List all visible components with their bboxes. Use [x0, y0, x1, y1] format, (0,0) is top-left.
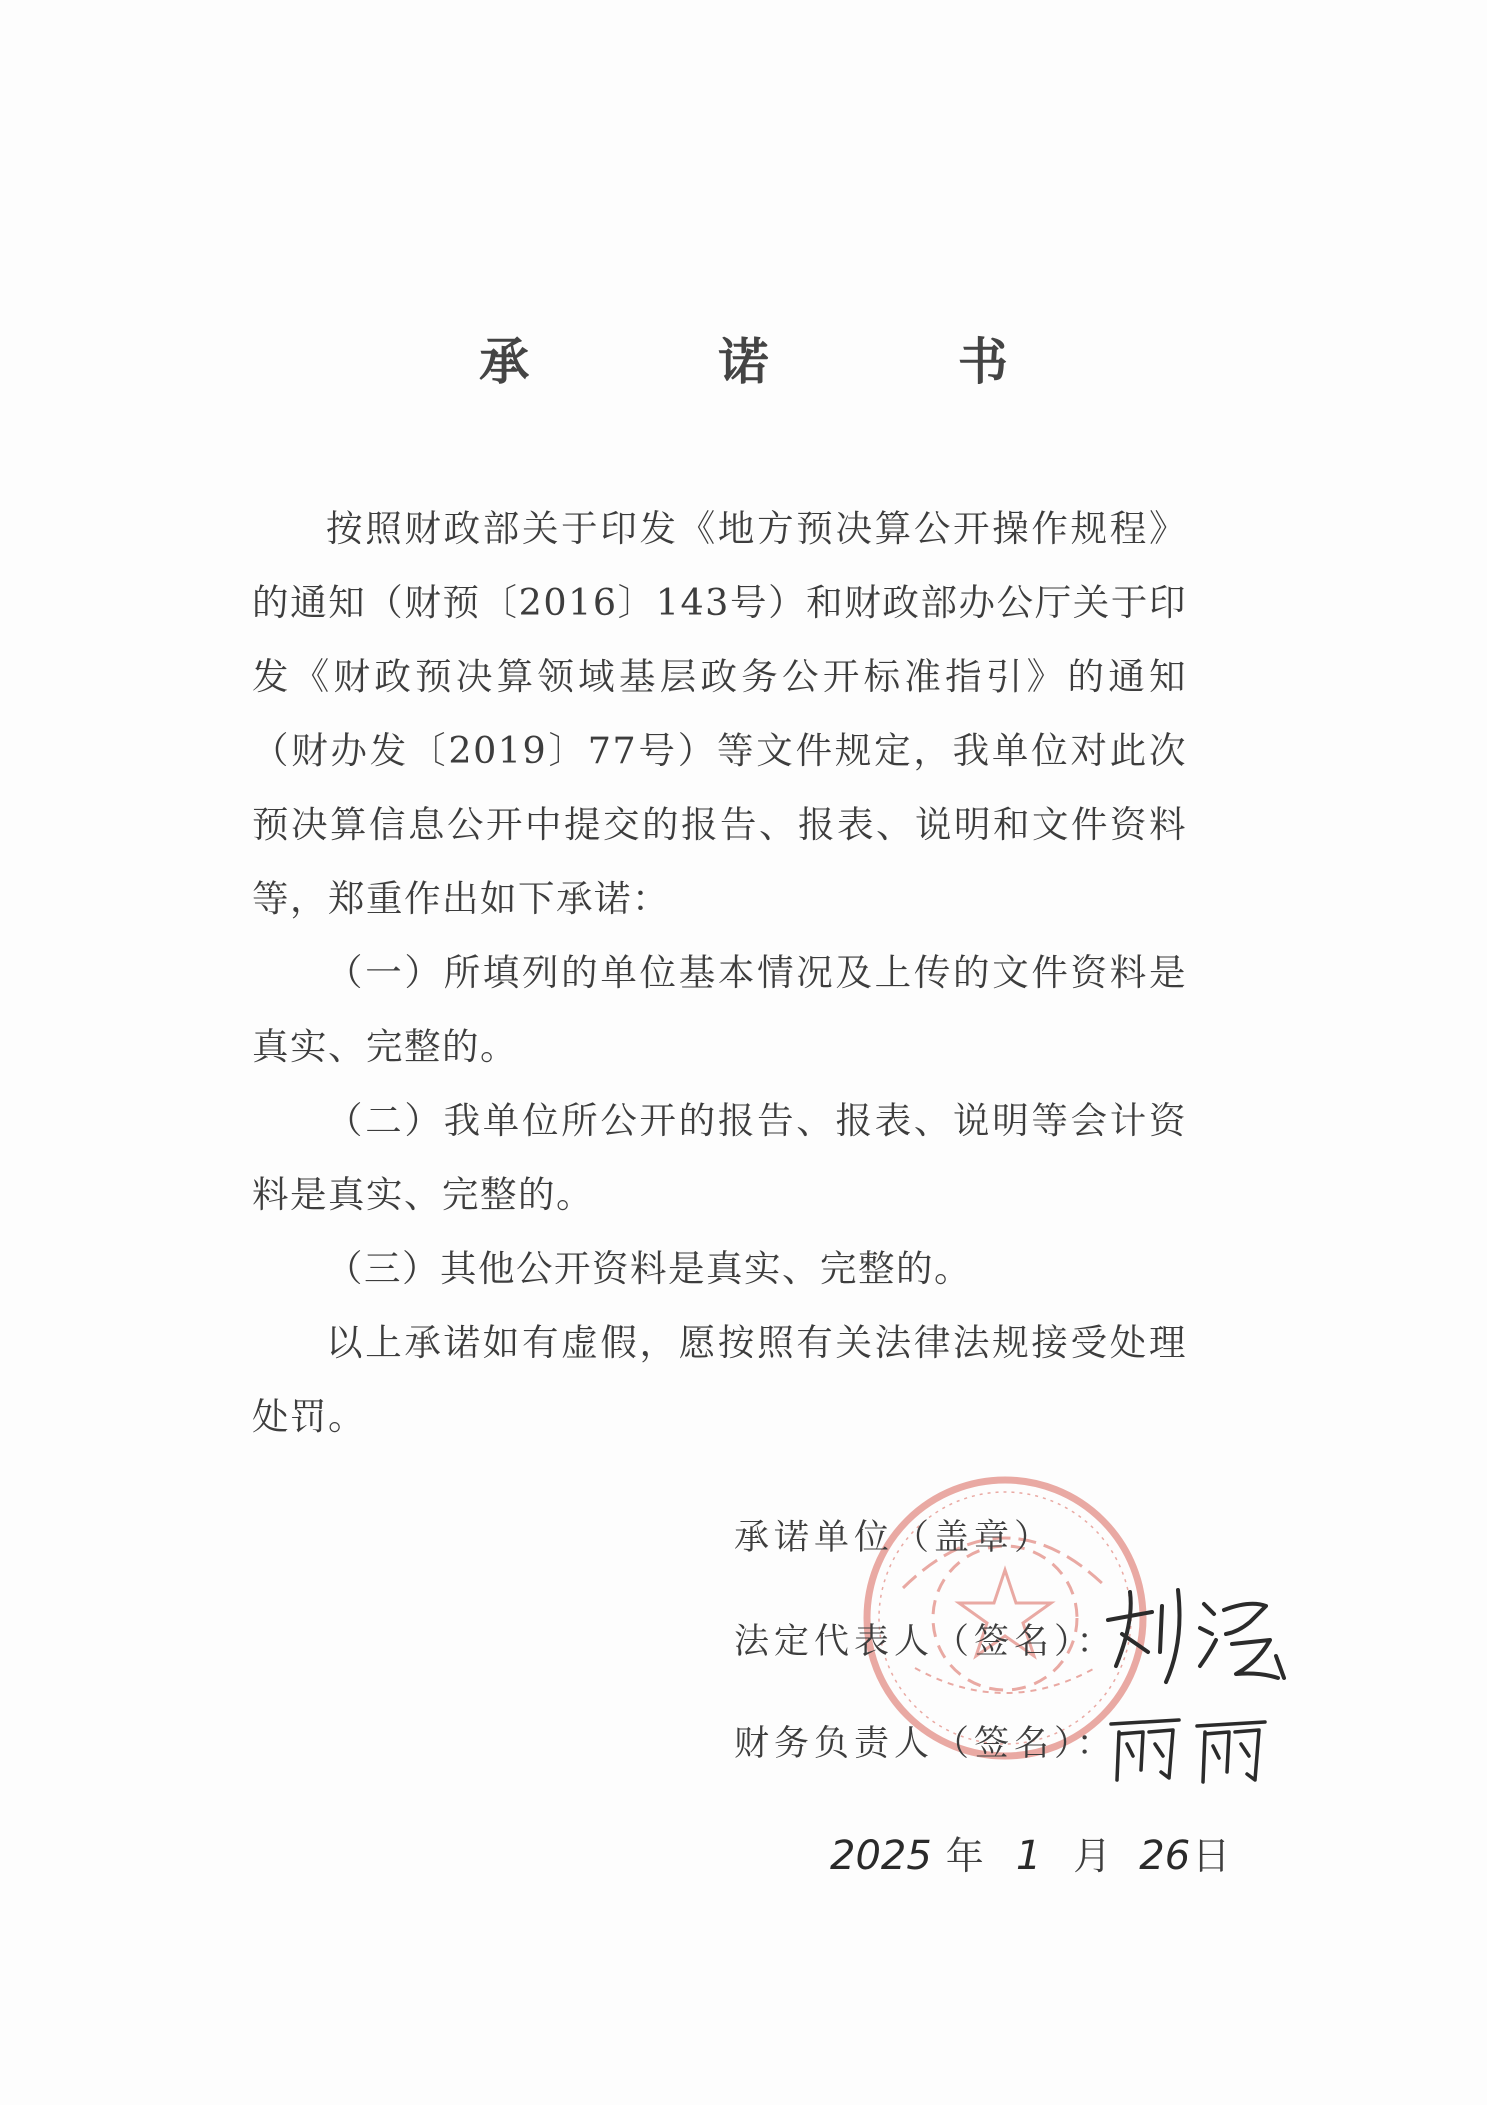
paragraph-intro: 按照财政部关于印发《地方预决算公开操作规程》的通知（财预〔2016〕143号）和财政部办公厅关于印发《财政预决算领域基层政务公开标准指引》的通知（财办发〔2019〕77号）等文件规定，我单位对此次预决算信息公开中提交的报告、报表、说明和文件资料等，郑重作出如下承诺：: [252, 507, 1187, 920]
paragraph-item-1: （一）所填列的单位基本情况及上传的文件资料是真实、完整的。: [252, 951, 1187, 1068]
seal-unit-label: 承诺单位（盖章）: [734, 1518, 1055, 1558]
date-day: 26: [1139, 1833, 1191, 1879]
legal-representative-label: 法定代表人（签名）：: [734, 1622, 1117, 1662]
paragraph-item-3: （三）其他公开资料是真实、完整的。: [326, 1247, 972, 1290]
paragraph-item-2: （二）我单位所公开的报告、报表、说明等会计资料是真实、完整的。: [252, 1099, 1187, 1216]
document-body: [252, 492, 1187, 1454]
paragraph-closing: 以上承诺如有虚假，愿按照有关法律法规接受处理处罚。: [252, 1321, 1187, 1438]
date-year-suffix: 年: [945, 1834, 984, 1878]
finance-officer-label: 财务负责人（签名）：: [734, 1724, 1117, 1764]
date-month-suffix: 月: [1073, 1834, 1112, 1878]
date-year: 2025: [830, 1833, 932, 1879]
date-day-suffix: 日: [1192, 1834, 1231, 1878]
legal-representative-signature: [1100, 1582, 1290, 1692]
date-month: 1: [1015, 1833, 1042, 1879]
signing-date: [830, 1825, 1244, 1880]
finance-officer-signature: [1105, 1710, 1285, 1790]
document-title: 承 诺 书: [479, 332, 1094, 391]
